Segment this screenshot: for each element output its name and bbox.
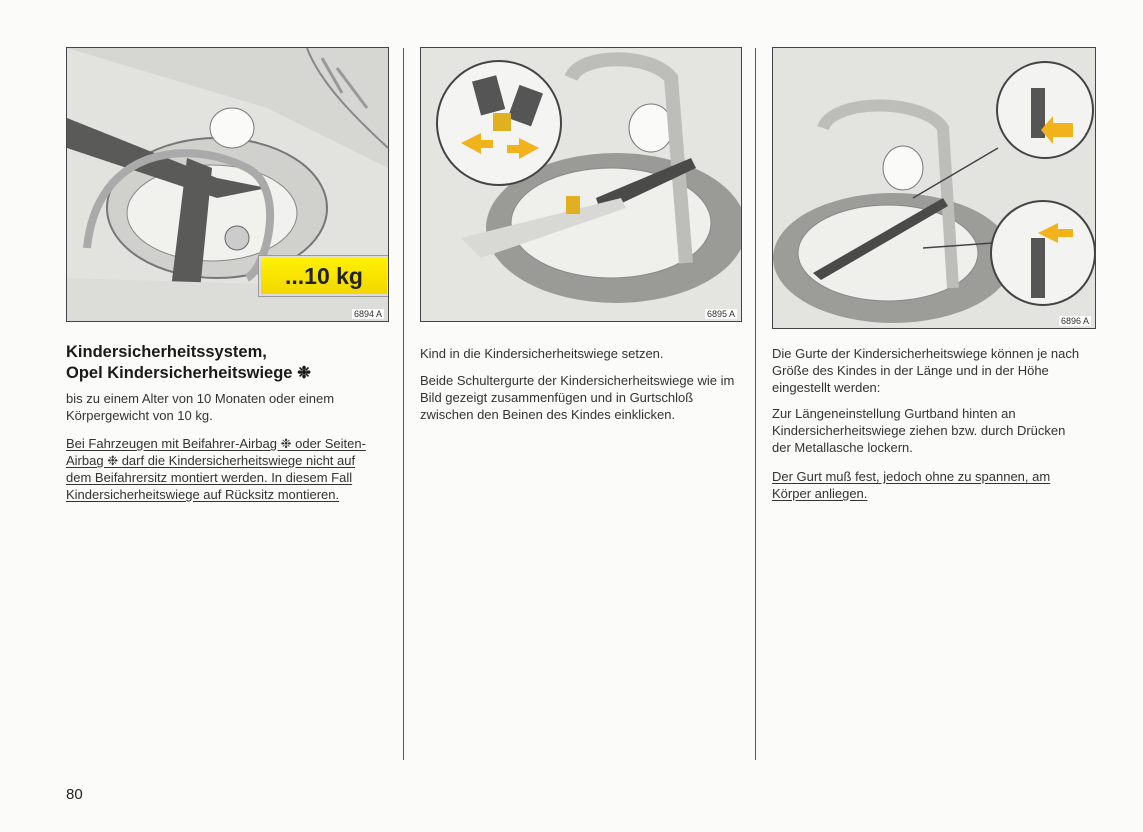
figure-code: 6896 A [1060,316,1089,326]
column-divider-right [755,48,756,760]
heading-line-2: Opel Kindersicherheitswiege ❉ [66,364,311,382]
intro-paragraph: bis zu einem Alter von 10 Monaten oder einem Körpergewicht von 10 kg. [66,391,335,423]
figure-baby-seat [66,47,389,322]
page-number: 80 [66,786,83,803]
buckle-fastening-icon [421,48,741,321]
heading-line-1: Kindersicherheitssystem, [66,343,267,361]
strap-adjustment-icon [773,48,1095,328]
right-paragraph-2: Zur Längeneinstellung Gurtband hinten an Kindersicherheitswiege ziehen bzw. durch Drücken der Metallasche lockern. [772,406,1066,455]
section-heading [66,342,396,384]
middle-paragraph-1: Kind in die Kindersicherheitswiege setzen. [420,346,664,361]
weight-badge: ...10 kg [259,256,389,296]
middle-paragraph-2: Beide Schultergurte der Kindersicherheitswiege wie im Bild gezeigt zusammenfügen und in Gurtschloß zwischen den Beinen des Kindes einklicken. [420,373,735,422]
fit-note: Der Gurt muß fest, jedoch ohne zu spannen, am Körper anliegen. [772,469,1051,501]
figure-code: 6894 A [353,309,382,319]
figure-strap-adjust [772,47,1096,329]
figure-code: 6895 A [706,309,735,319]
airbag-warning: Bei Fahrzeugen mit Beifahrer-Airbag ❉ oder Seiten-Airbag ❉ darf die Kindersicherheitswiege nicht auf dem Beifahrersitz montiert werden. In diesem Fall Kindersicherheitswiege auf Rücksitz montieren. [66,436,366,502]
figure-buckle [420,47,742,322]
column-divider-left [403,48,404,760]
right-paragraph-1: Die Gurte der Kindersicherheitswiege können je nach Größe des Kindes in der Länge und in der Höhe eingestellt werden: [772,346,1080,395]
